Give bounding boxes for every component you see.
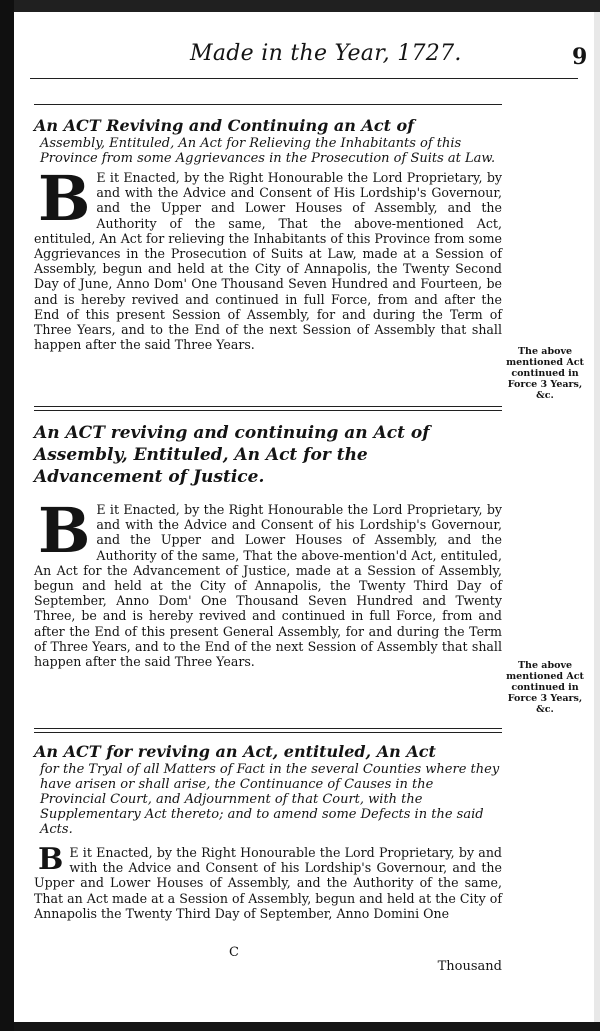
act-section-2 bbox=[34, 422, 502, 669]
head-rule bbox=[30, 78, 578, 79]
section-rule bbox=[34, 104, 502, 105]
act-body bbox=[34, 162, 502, 353]
signature-mark: C bbox=[229, 945, 239, 960]
act-subtitle: Assembly, Entituled, An Act for Relieving the Inhabitants of this Province from some Aggrievances in the Prosecution of Suits at Law. bbox=[40, 136, 496, 166]
act-title: An ACT for reviving an Act, entituled, An Act bbox=[34, 742, 436, 761]
catchword: Thousand bbox=[437, 959, 502, 974]
act-subtitle: for the Tryal of all Matters of Fact in the several Counties where they have arisen or shall arise, the Continuance of Causes in the Provincial Court, and Adjournment of that Court, with the Supplementary Act thereto; and to amend some Defects in the said Acts. bbox=[40, 762, 500, 837]
page-footer bbox=[34, 945, 502, 979]
act-text: E it Enacted, by the Right Honourable the Lord Proprietary, by and with the Advice and Consent of His Lordship's Governour, and the Upper and Lower Houses of Assembly, and the Authority of the same, That the above-mentioned Act, entituled, An Act for relieving the Inhabitants of this Province from some Aggrievances in the Prosecution of Suits at Law, made at a Session of Assembly, begun and held at the City of Annapolis, the Twenty Second Day of June, Anno Dom' One Thousand Seven Hundred and Fourteen, be and is hereby revived and continued in full Force, from and after the End of this present Session of Assembly, for and during the Term of Three Years, and to the End of the next Session of Assembly that shall happen after the said Three Years. bbox=[34, 170, 502, 353]
scan-top-edge bbox=[14, 0, 600, 12]
act-section-3 bbox=[34, 742, 502, 921]
act-title: An ACT reviving and continuing an Act of Assembly, Entituled, An Act for the Advancement of Justice. bbox=[34, 423, 430, 487]
page-number: 9 bbox=[572, 44, 588, 70]
drop-cap: B bbox=[38, 842, 64, 877]
binding-gutter bbox=[0, 0, 14, 1031]
margin-note: The above mentioned Act continued in Force 3 Years, &c. bbox=[506, 660, 584, 715]
section-rule bbox=[34, 406, 502, 411]
act-section-1 bbox=[34, 116, 502, 352]
act-title: An ACT Reviving and Continuing an Act of bbox=[34, 116, 415, 135]
running-head bbox=[30, 38, 588, 78]
drop-cap: B bbox=[38, 494, 91, 567]
act-body bbox=[34, 842, 502, 921]
drop-cap: B bbox=[38, 162, 91, 235]
act-text: E it Enacted, by the Right Honourable the Lord Proprietary, by and with the Advice and Consent of his Lordship's Governour, and the Upper and Lower Houses of Assembly, and the Authority of the same, That an Act made at a Session of Assembly, begun and held at the City of Annapolis the Twenty Third Day of September, Anno Domini One bbox=[34, 845, 502, 921]
act-text: E it Enacted, by the Right Honourable the Lord Proprietary, by and with the Advice and Consent of his Lordship's Governour, and the Upper and Lower Houses of Assembly, and the Authority of the same, That the above-mention'd Act, entituled, An Act for the Advancement of Justice, made at a Session of Assembly, begun and held at the City of Annapolis, the Twenty Third Day of September, Anno Dom' One Thousand Seven Hundred and Twenty Three, be and is hereby revived and continued in full Force, from and after the End of this present General Assembly, for and during the Term of Three Years, and to the End of the next Session of Assembly that shall happen after the said Three Years. bbox=[34, 502, 502, 670]
page-edge bbox=[594, 12, 600, 1022]
scan-bottom-edge bbox=[14, 1022, 600, 1031]
running-title: Made in the Year, 1727. bbox=[190, 41, 462, 66]
act-body bbox=[34, 494, 502, 670]
section-rule bbox=[34, 728, 502, 733]
margin-note: The above mentioned Act continued in Force 3 Years, &c. bbox=[506, 346, 584, 401]
